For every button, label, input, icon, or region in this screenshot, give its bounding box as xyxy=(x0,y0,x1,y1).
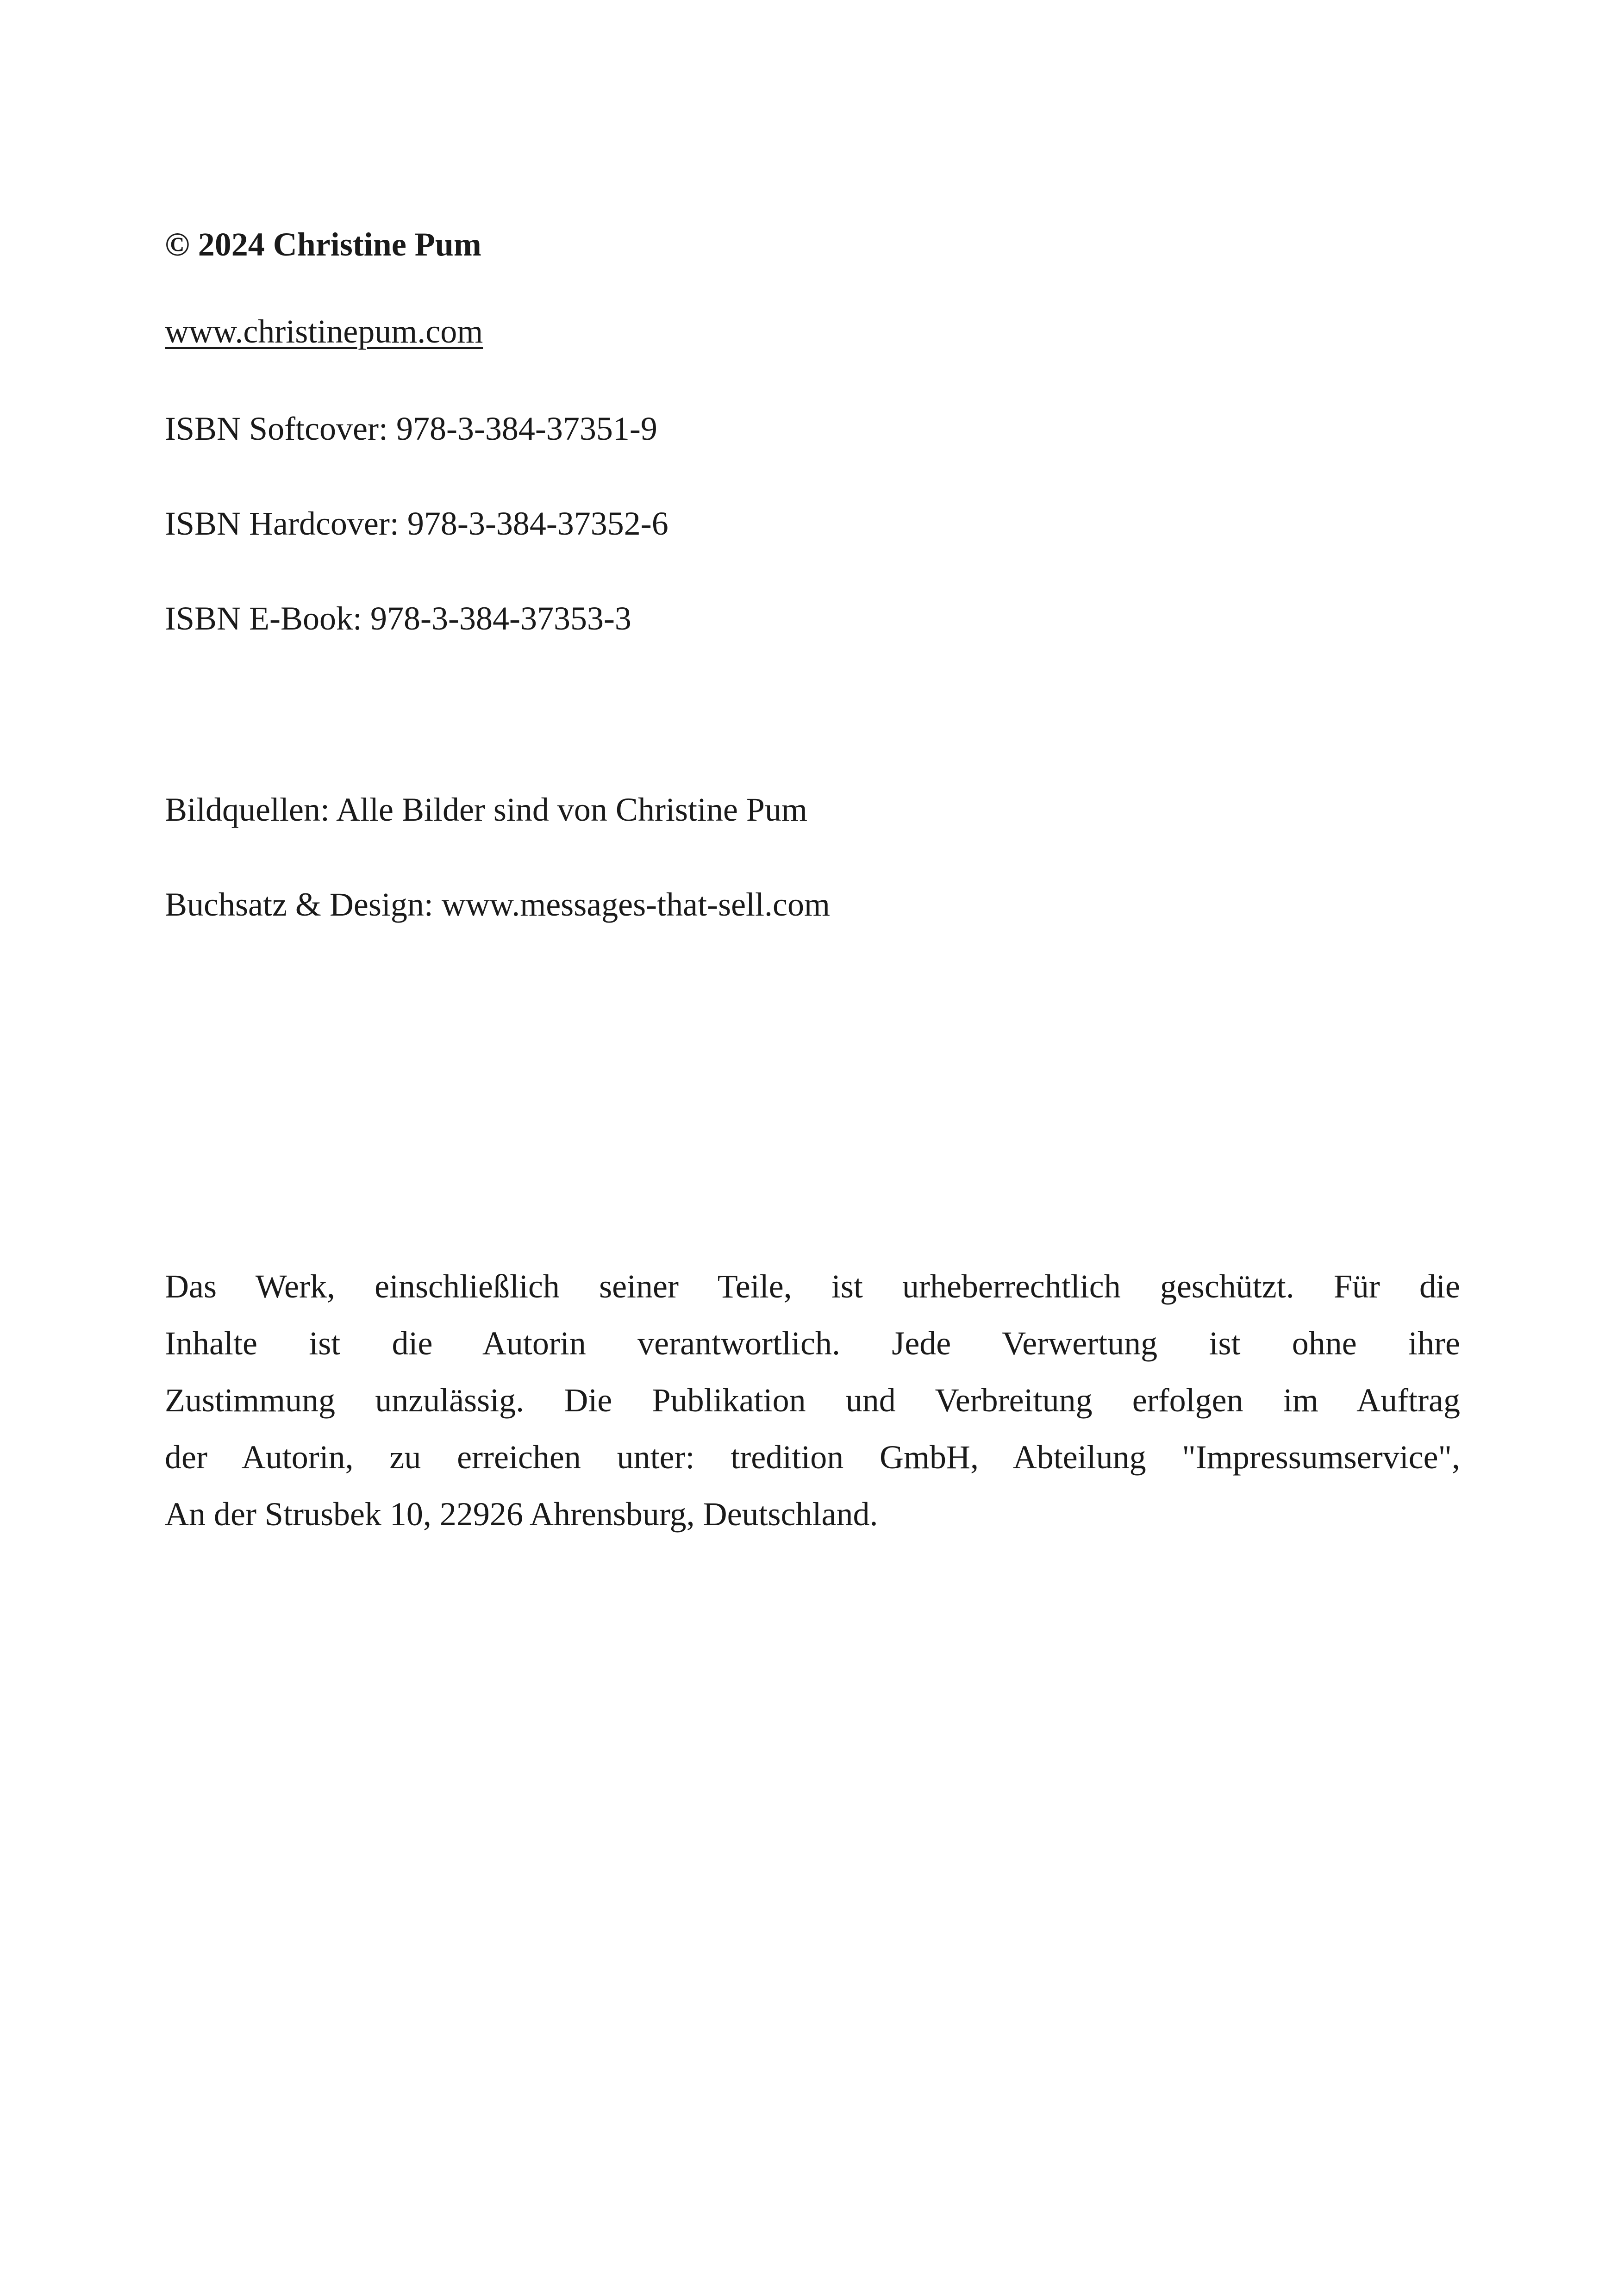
legal-notice-line: der Autorin, zu erreichen unter: tredition GmbH, Abteilung "Impressumservice", xyxy=(165,1439,1460,1476)
isbn-ebook: ISBN E-Book: 978-3-384-37353-3 xyxy=(165,600,631,637)
legal-notice-line: Das Werk, einschließlich seiner Teile, ist urheberrechtlich geschützt. Für die xyxy=(165,1268,1460,1305)
typesetting-credits: Buchsatz & Design: www.messages-that-sell.com xyxy=(165,886,831,923)
legal-notice-line: Inhalte ist die Autorin verantwortlich. Jede Verwertung ist ohne ihre xyxy=(165,1325,1460,1362)
legal-notice-line: An der Strusbek 10, 22926 Ahrensburg, Deutschland. xyxy=(165,1496,878,1533)
legal-notice xyxy=(165,1258,1460,1543)
isbn-softcover: ISBN Softcover: 978-3-384-37351-9 xyxy=(165,410,657,447)
copyright-notice: © 2024 Christine Pum xyxy=(165,226,481,263)
legal-notice-line: Zustimmung unzulässig. Die Publikation und Verbreitung erfolgen im Auftrag xyxy=(165,1382,1460,1419)
author-website-link[interactable]: www.christinepum.com xyxy=(165,313,483,350)
isbn-hardcover: ISBN Hardcover: 978-3-384-37352-6 xyxy=(165,505,668,542)
image-credits: Bildquellen: Alle Bilder sind von Christine Pum xyxy=(165,791,807,828)
